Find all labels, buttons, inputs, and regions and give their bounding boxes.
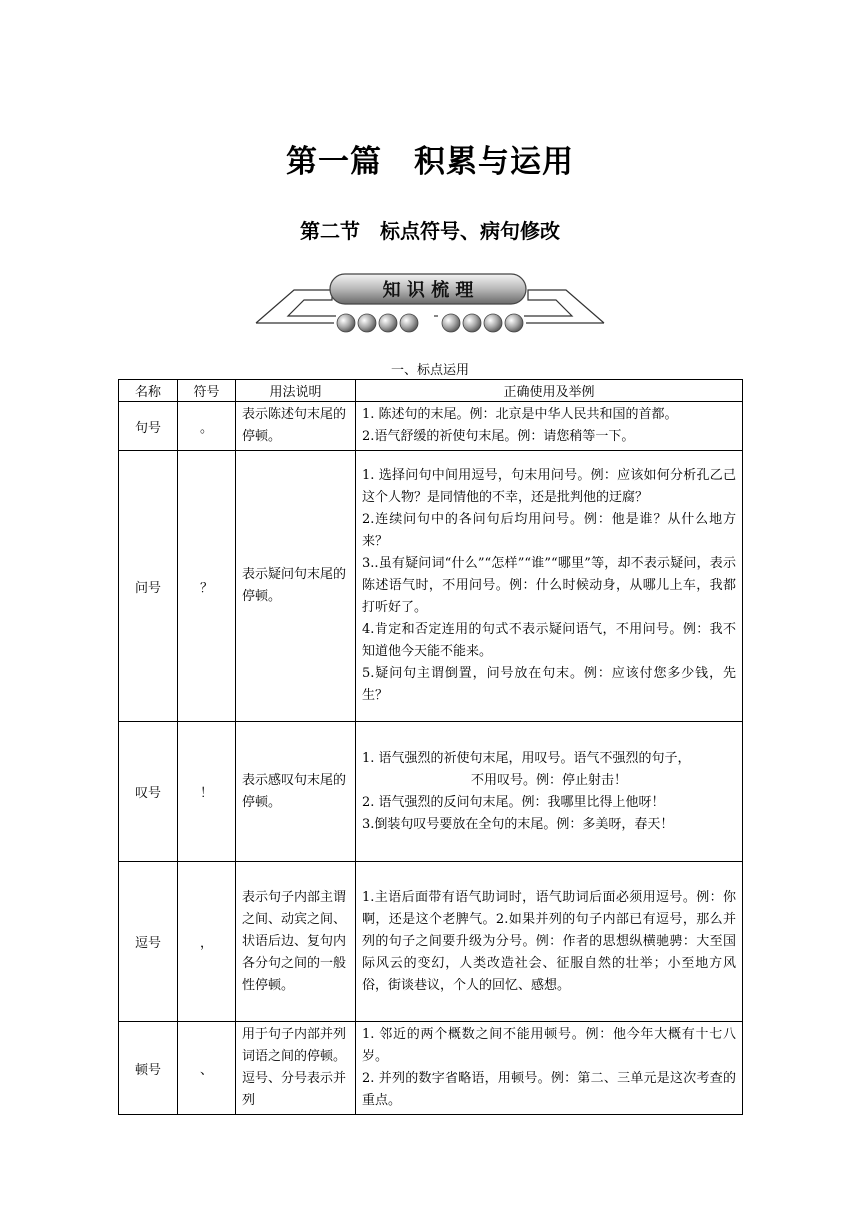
- example-line: 5.疑问句主谓倒置，问号放在句末。例：应该付您多少钱，先生？: [362, 666, 736, 703]
- row-examples: [356, 451, 743, 722]
- header-name: 名称: [119, 380, 178, 402]
- row-usage: 用于句子内部并列词语之间的停顿。逗号、分号表示并列: [236, 1022, 356, 1115]
- example-line: 1. 选择问句中间用逗号，句末用问号。例：应该如何分析孔乙己这个人物？是同情他的不幸，还是批判他的迂腐？: [362, 468, 736, 505]
- header-examples: 正确使用及举例: [356, 380, 743, 402]
- table-row: [119, 1022, 743, 1115]
- row-name: 叹号: [119, 722, 178, 862]
- row-usage: 表示陈述句末尾的停顿。: [236, 402, 356, 451]
- table-header-row: [119, 380, 743, 402]
- header-symbol: 符号: [178, 380, 236, 402]
- table-row: [119, 862, 743, 1022]
- row-name: 逗号: [119, 862, 178, 1022]
- example-line: 2. 语气强烈的反问句末尾。例：我哪里比得上他呀！: [362, 794, 665, 810]
- example-line: 3..虽有疑问词“什么”“怎样”“谁”“哪里”等，却不表示疑问，表示陈述语气时，不用问号。例：什么时候动身，从哪儿上车，我都打听好了。: [362, 556, 736, 615]
- row-name: 句号: [119, 402, 178, 451]
- table-caption: 一、标点运用: [390, 363, 469, 378]
- banner-label: 知 识 梳 理: [382, 280, 474, 301]
- row-examples: [356, 1022, 743, 1115]
- example-line: 不用叹号。例：停止射击！: [470, 772, 627, 788]
- row-usage: 表示感叹句末尾的停顿。: [236, 722, 356, 862]
- page-title: 第一篇 积累与运用: [286, 144, 574, 180]
- row-symbol: ？: [178, 451, 236, 722]
- banner-beads: [337, 314, 523, 332]
- row-symbol: ，: [178, 862, 236, 1022]
- table-row: [119, 451, 743, 722]
- example-line: 3.倒装句叹号要放在全句的末尾。例：多美呀，春天！: [362, 816, 674, 832]
- row-examples: [356, 862, 743, 1022]
- row-symbol: ！: [178, 722, 236, 862]
- example-line: 2.语气舒缓的祈使句末尾。例：请您稍等一下。: [362, 429, 635, 444]
- row-name: 问号: [119, 451, 178, 722]
- table-row: [119, 402, 743, 451]
- row-examples: [356, 722, 743, 862]
- row-usage: 表示疑问句末尾的停顿。: [236, 451, 356, 722]
- punctuation-table: [118, 379, 743, 1115]
- example-line: 2.连续问句中的各问句后均用问号。例：他是谁？从什么地方来？: [362, 512, 736, 549]
- example-line: 1. 陈述句的末尾。例：北京是中华人民共和国的首都。: [362, 407, 678, 422]
- row-symbol: 、: [178, 1022, 236, 1115]
- example-line: 1.主语后面带有语气助词时，语气助词后面必须用逗号。例：你啊，还是这个老脾气。2.如果并列的句子内部已有逗号，那么并列的句子之间要升级为分号。例：作者的思想纵横驰骋：大至国际风云的变幻，人类改造社会、征服自然的壮举；小至地方风俗，街谈巷议，个人的回忆、感想。: [362, 889, 736, 993]
- row-name: 顿号: [119, 1022, 178, 1115]
- row-examples: [356, 402, 743, 451]
- example-line: 4.肯定和否定连用的句式不表示疑问语气，不用问号。例：我不知道他今天能不能来。: [362, 622, 736, 659]
- section-title: 第二节 标点符号、病句修改: [300, 219, 560, 243]
- row-usage: 表示句子内部主谓之间、动宾之间、状语后边、复句内各分句之间的一般性停顿。: [236, 862, 356, 1022]
- example-line: 2. 并列的数字省略语，用顿号。例：第二、三单元是这次考查的重点。: [362, 1071, 736, 1108]
- knowledge-banner: [254, 268, 606, 338]
- example-line: 1. 邻近的两个概数之间不能用顿号。例：他今年大概有十七八岁。: [362, 1027, 736, 1064]
- header-usage: 用法说明: [236, 380, 356, 402]
- example-line: 1. 语气强烈的祈使句末尾，用叹号。语气不强烈的句子，: [362, 750, 691, 766]
- row-symbol: 。: [178, 402, 236, 451]
- table-row: [119, 722, 743, 862]
